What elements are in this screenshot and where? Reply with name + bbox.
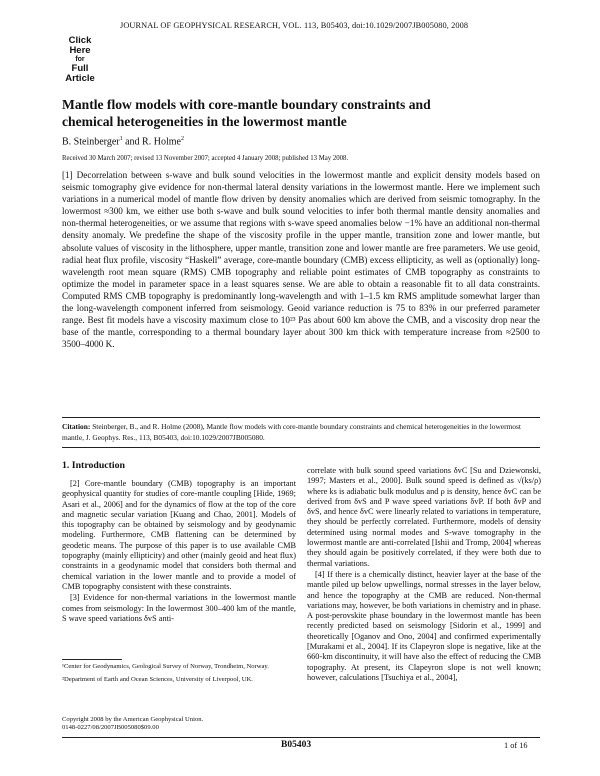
affiliation-marker: 1 [119,136,123,142]
badge-line3: for [75,56,85,63]
section-heading: 1. Introduction [62,460,125,471]
right-column [307,466,541,684]
abstract: [1] Decorrelation between s-wave and bulk sound velocities in the lowermost mantle and explicit density models based on seismic tomography give evidence for non-thermal lateral density variations in the lowermost mantle. Here we implement such variations in a numerical model of mantle flow driven by density anomalies which are derived from seismic tomography. In the lowermost ≈300 km, we either use both s-wave and bulk sound velocities to infer both thermal mantle density anomalies and non-thermal heterogeneities, or we assume that regions with s-wave speed anomalies below −1% have an additional non-thermal density anomaly. We predefine the shape of the viscosity profile in the upper mantle, transition zone and lower mantle, but absolute values of viscosity in the lithosphere, upper mantle, transition zone and lower mantle are free parameters. We use geoid, radial heat flux profile, viscosity “Haskell” average, core-mantle boundary (CMB) excess ellipticity, as well as (optionally) long-wavelength root mean square (RMS) CMB topography and reliable point estimates of CMB topography as constraints to optimize the model in parameter space in a least squares sense. We are able to obtain a reasonable fit to all data constraints. Computed RMS CMB topography is predominantly long-wavelength and with 1–1.5 km RMS amplitude somewhat larger than the long-wavelength component inferred from seismology. Geoid variance reduction is 75 to 83% in our preferred parameter range. Best fit models have a viscosity maximum close to 10²³ Pas about 600 km above the CMB, and a viscosity drop near the base of the mantle, corresponding to a thermal boundary layer about 300 km thick with temperature increase from ≈2500 to 3500–4000 K. [62,170,540,350]
footnote: ¹Center for Geodynamics, Geological Survey of Norway, Trondheim, Norway. [62,663,269,670]
full-article-link[interactable] [64,35,96,84]
publication-dates: Received 30 March 2007; revised 13 November 2007; accepted 4 January 2008; published 13 May 2008. [62,155,349,162]
citation-label: Citation: [62,422,91,431]
citation [62,422,540,443]
footnote: ²Department of Earth and Ocean Sciences, University of Liverpool, UK. [62,675,253,683]
page-number: 1 of 16 [504,741,528,750]
left-column [62,479,296,625]
author-name: B. Steinberger [62,136,120,148]
paragraph: [3] Evidence for non-thermal variations in the lowermost mantle comes from seismology: In the lowermost 300–400 km of the mantle, S wave speed variations δvS anti- [62,593,296,623]
paragraph: correlate with bulk sound speed variations δvC [Su and Dziewonski, 1997; Masters et al., 2000]. Bulk sound speed is defined as √(ks/ρ) where ks is adiabatic bulk modulus and ρ is density, hence δvC can be derived from δvS and P wave speed variations δvP. If both δvP and δvS, and hence δvC were linearly related to variations in temperature, they should be perfectly correlated. Furthermore, models of density determined using normal modes and S-wave tomography in the lowermost mantle are anti-correlated [Ishii and Tromp, 2004] whereas they should again be positively correlated, if they were both due to thermal variations. [307,466,541,568]
footnote-divider [62,659,122,660]
footer-divider [62,737,540,738]
author-list [62,136,184,147]
divider [62,417,540,418]
footnotes [62,663,296,688]
author-name: R. Holme [142,136,181,148]
affiliation-marker: 2 [180,136,184,142]
journal-header: JOURNAL OF GEOPHYSICAL RESEARCH, VOL. 113, B05403, doi:10.1029/2007JB005080, 2008 [120,21,469,30]
badge-line4: Full [71,63,89,74]
article-id: B05403 [281,740,312,750]
paper-title: Mantle flow models with core-mantle boundary constraints and chemical heterogeneities in the lowermost mantle [62,97,431,129]
author-separator: and [122,136,143,148]
divider [62,447,540,448]
citation-text: Steinberger, B., and R. Holme (2008), Mantle flow models with core-mantle boundary constraints and chemical heterogeneities in the lowermost mantle, J. Geophys. Res., 113, B05403, doi:10.1029/2007JB005080. [62,422,521,442]
paragraph: [4] If there is a chemically distinct, heavier layer at the base of the mantle piled up below upwellings, normal stresses in the layer below, and hence the topography at the CMB are reduced. Non-thermal variations may, however, be both variations in chemistry and in phase. A post-perovskite phase boundary in the lowermost mantle has been recently predicted based on seismology [Sidorin et al., 1999] and theoretically [Oganov and Ono, 2004] and confirmed experimentally [Murakami et al., 2004]. If its Clapeyron slope is negative, like at the 660-km discontinuity, it will have also the effect of reducing the CMB topography. At present, its Clapeyron slope is not well known; however, calculations [Tsuchiya et al., 2004], [307,569,541,682]
badge-line2: Here [69,45,91,56]
issn-line: 0148-0227/08/2007JB005080$09.00 [62,724,159,731]
paragraph: [2] Core-mantle boundary (CMB) topography is an important geophysical quantity for studies of core-mantle coupling [Hide, 1969; Asari et al., 2006] and for the dynamics of flow at the top of the core and magnetic secular variation [Kuang and Chao, 2001]. Models of this topography can be obtained by seismology and by geodynamic modeling. Furthermore, CMB flattening can be determined by geodetic means. The purpose of this paper is to use available CMB topography (mainly ellipticity) and other (mainly geoid and heat flux) constraints in a geodynamic model that considers both thermal and chemical variation in the lower mantle and to provide a model of CMB topography consistent with these constraints. [62,479,296,591]
badge-line1: Click [68,35,92,46]
badge-line5: Article [65,73,95,84]
copyright-line: Copyright 2008 by the American Geophysical Union. [62,716,204,723]
copyright [62,716,302,732]
